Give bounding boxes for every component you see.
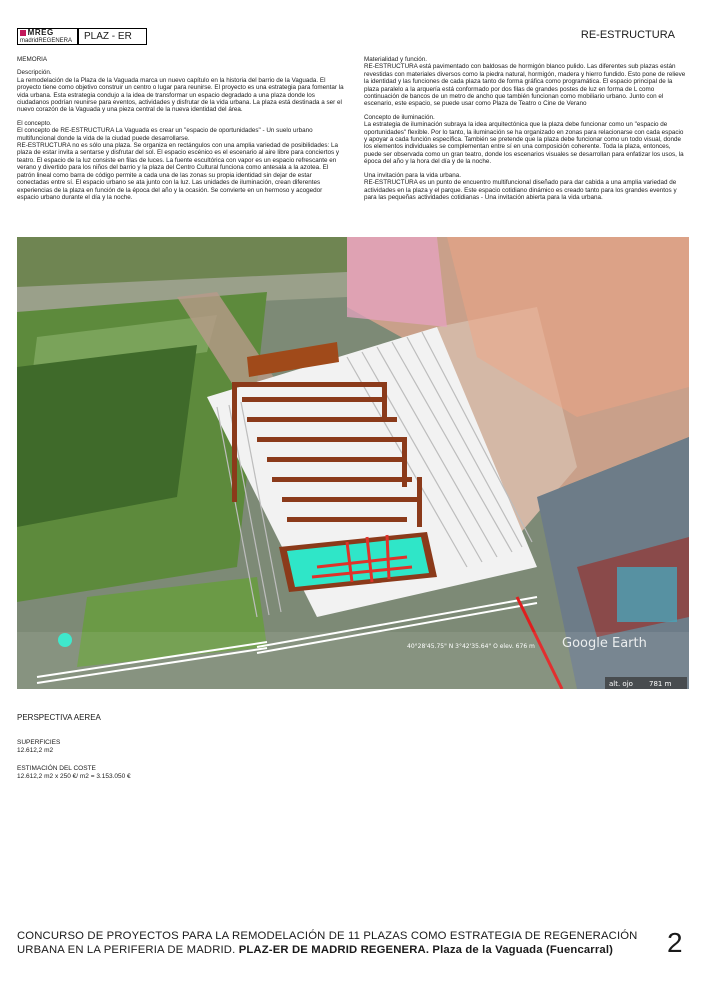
- concepto-text-2: RE-ESTRUCTURA no es sólo una plaza. Se organiza en rectángulos con una amplia variedad de posibilidades: La plaza de estar invita a sentarse y disfrutar del sol. El espacio escénico es el escenario al aire libre para conciertos y teatro. El espacio de la luz consiste en filas de luces. La fuente escultórica con vapor es un espacio refrescante en verano y divertido para los niños del barrio y la plaza del Centro Cultural funciona como antesala a la azotea. El patrón lineal como barra de código permite a cada una de las zonas su propia identidad sin dejar de estar conectadas entre sí. El espacio urbano se ata junto con la luz. Las unidades de iluminación, crean diferentes experiencias de la plaza en función de la época del año y la ocasión. Se convierte en un hermoso y acogedor espacio urbano durante el día y la noche.: [17, 142, 340, 201]
- invitacion-heading: Una invitación para la vida urbana.: [364, 171, 461, 179]
- page-number: 2: [667, 927, 683, 958]
- aerial-render: [17, 237, 689, 689]
- descripcion-text: La remodelación de la Plaza de la Vaguada marca un nuevo capítulo en la historia del barrio de la Vaguada. El proyecto tiene como objetivo construir un centro o lugar para reunirse. El proyecto es una estrategia para fomentar la vida urbana. Esta estrategia condujo a la idea de transformar un espacio degradado a una plaza donde los ciudadanos podrían reunirse para eventos, actividades y disfrutar de la vida urbana. La plaza está destinada a ser el nuevo corazón de la Vaguada y una pieza central de la nueva identidad del área.: [17, 76, 344, 114]
- footer-line-1: CONCURSO DE PROYECTOS PARA LA REMODELACIÓN DE 11 PLAZAS COMO ESTRATEGIA DE REGENERACIÓN: [17, 930, 638, 942]
- coordinates-readout: 40°28'45.75" N 3°42'35.64" O elev. 676 m: [407, 643, 535, 650]
- altitude-label: alt. ojo: [609, 680, 633, 688]
- footer-line-2b: PLAZ-ER DE MADRID REGENERA: [238, 944, 426, 956]
- logo-subtitle: madridREGENERA: [20, 38, 73, 44]
- footer-line-2c: . Plaza de la Vaguada (Fuencarral): [425, 944, 614, 956]
- project-code: PLAZ - ER: [77, 28, 147, 45]
- coste-value: 12.612,2 m2 x 250 €/ m2 = 3.153.050 €: [17, 773, 131, 780]
- materialidad-heading: Materialidad y función.: [364, 56, 428, 63]
- logo: [17, 28, 79, 45]
- iluminacion-text: La estrategia de iluminación subraya la idea arquitectónica que la plaza debe funcionar como un "espacio de oportunidades" flexible. Por lo tanto, la iluminación se ha organizado en zonas para relacionarse con cada espacio y apoyar a cada función específica. También se pretende que la plaza debe funcionar como un todo visual, donde los elementos individuales se complementan entre sí en una composición coherente. Toda la plaza, entonces, puede ser observada como un gran teatro, donde los escenarios visuales se desarrollan para enfatizar los usos, la época del año y la hora del día y de la noche.: [364, 121, 684, 166]
- aerial-perspective-image: [17, 237, 689, 689]
- project-stats: [17, 739, 131, 791]
- superficies-value: 12.612,2 m2: [17, 747, 54, 754]
- footer-title: [17, 929, 657, 957]
- concepto-text-1: El concepto de RE-ESTRUCTURA La Vaguada es crear un "espacio de oportunidades" - Un suelo urbano multifuncional donde la vida de la ciudad puede desarrollarse.: [17, 127, 313, 142]
- header: [17, 28, 689, 45]
- google-earth-watermark: Google Earth: [562, 636, 647, 651]
- project-name: RE-ESTRUCTURA: [580, 29, 675, 41]
- logo-square-icon: [20, 30, 26, 36]
- pink-overlay: [347, 237, 447, 327]
- descripcion-heading: Descripción.: [17, 69, 52, 77]
- concepto-heading: El concepto.: [17, 119, 52, 127]
- memoria-left-column: [17, 56, 345, 201]
- logo-title: MREG: [27, 28, 54, 37]
- superficies-label: SUPERFICIES: [17, 739, 61, 746]
- invitacion-text: RE-ESTRUCTURA es un punto de encuentro multifuncional diseñado para dar cabida a una amplia variedad de actividades en la plaza y el parque. Este espacio cotidiano dinámico es creado tanto para los grandes eventos y para las pequeñas actividades cotidianas - Una invitación abierta para la vida urbana.: [364, 179, 677, 201]
- memoria-title: MEMORIA: [17, 56, 48, 63]
- iluminacion-heading: Concepto de iluminación.: [364, 113, 435, 121]
- footer-line-2a: URBANA EN LA PERIFERIA DE MADRID.: [17, 944, 236, 956]
- memoria-right-column: [364, 56, 688, 207]
- altitude-value: 781 m: [649, 680, 672, 688]
- figure-caption: PERSPECTIVA AEREA: [17, 713, 101, 722]
- pool-building: [617, 567, 677, 622]
- materialidad-text: RE-ESTRUCTURA está pavimentado con baldosas de hormigón blanco pulido. Las diferentes sub plazas están revestidas con materiales diversos como la piedra natural, hormigón, madera y hierro fundido. Esto pone de relieve la identidad y las funciones de cada plaza tanto de forma gráfica como programática. El espacio principal de la plaza paralelo a la arquería está conformado por dos filas de grandes postes de luz en forma de L como continuación de bancos de un metro de ancho que también funcionan como mobiliario urbano. Junto con el escenario, este espacio, se puede usar como Plaza de Teatro o Cine de Verano: [364, 63, 686, 108]
- coste-label: ESTIMACIÓN DEL COSTE: [17, 765, 96, 772]
